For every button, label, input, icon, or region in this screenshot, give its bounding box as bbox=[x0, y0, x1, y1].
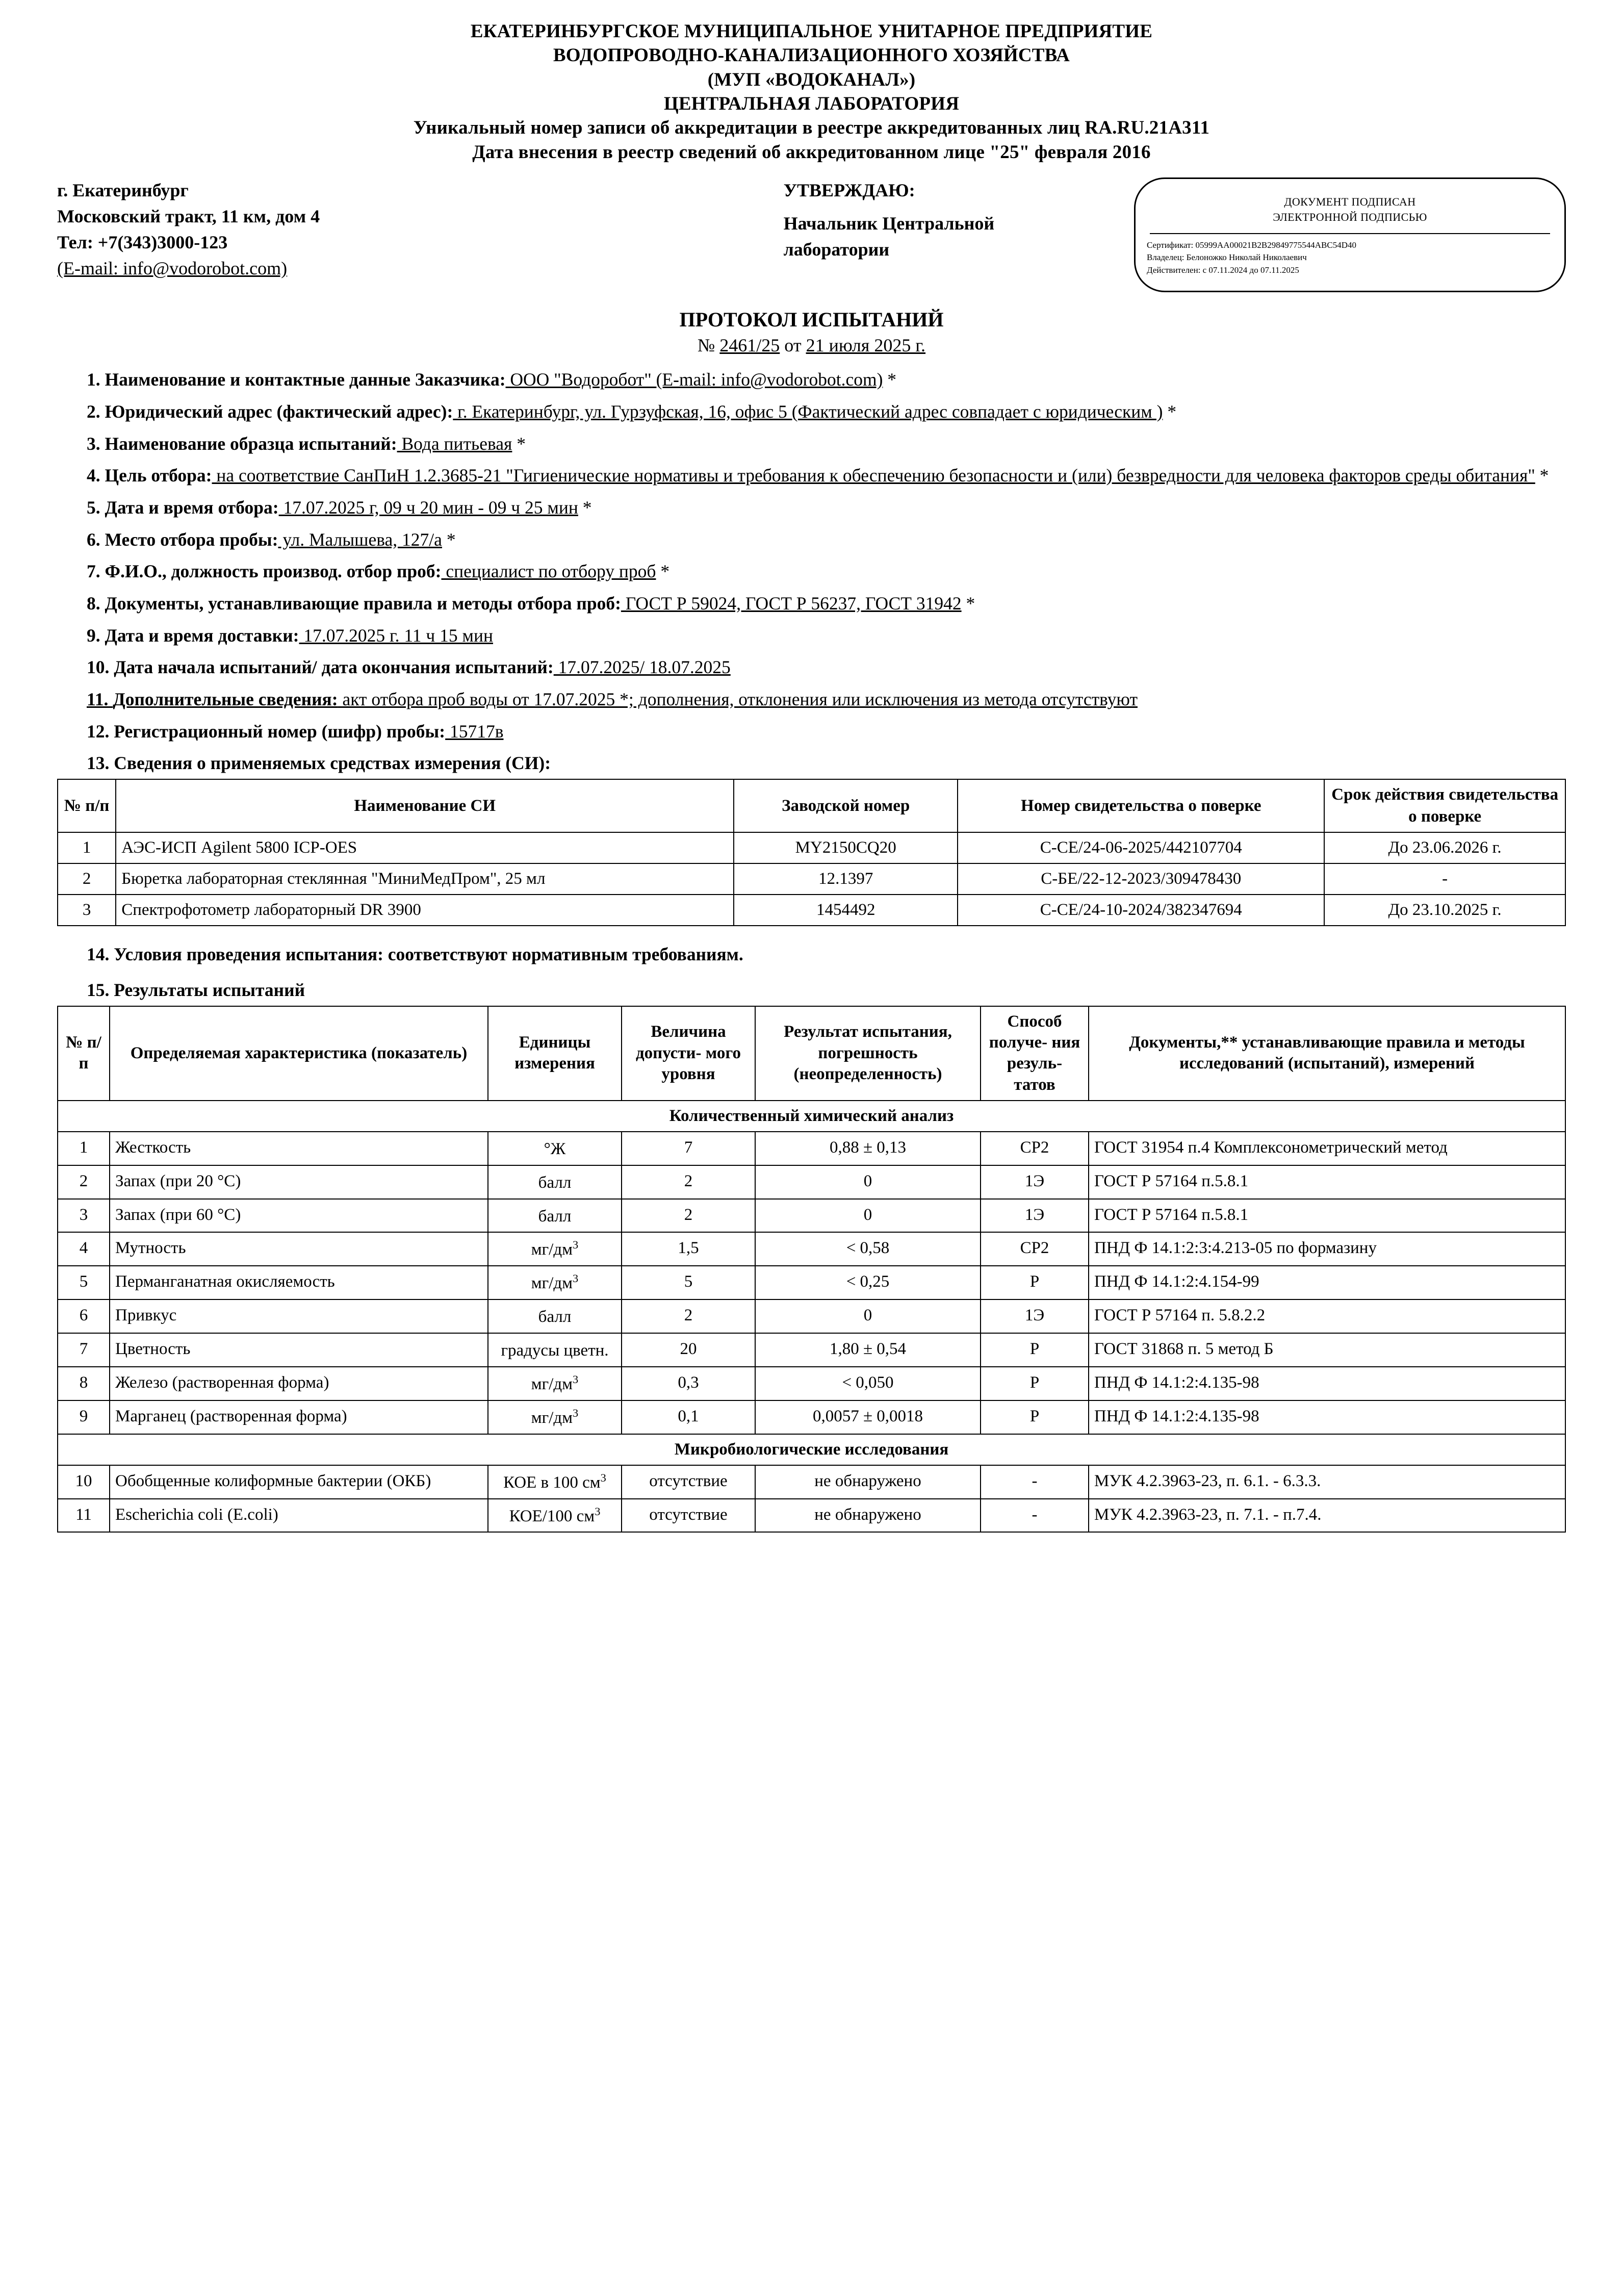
item-5-value: 17.07.2025 г, 09 ч 20 мин - 09 ч 25 мин bbox=[278, 497, 578, 518]
si-header-name: Наименование СИ bbox=[116, 779, 734, 832]
table-row bbox=[58, 895, 1565, 926]
table-row bbox=[58, 1367, 1565, 1400]
row-9-documents: ПНД Ф 14.1:2:4.135-98 bbox=[1089, 1400, 1565, 1434]
item-6-value: ул. Малышева, 127/а bbox=[278, 529, 442, 550]
res-header-code: Способ получе- ния резуль- татов bbox=[981, 1006, 1089, 1101]
row-4-units bbox=[488, 1232, 622, 1266]
row-3-n: 3 bbox=[58, 1199, 110, 1233]
row-7-n: 7 bbox=[58, 1333, 110, 1367]
item-9-number: 9. bbox=[87, 625, 105, 646]
table-row bbox=[58, 1165, 1565, 1199]
item-11-label: Дополнительные сведения: bbox=[113, 689, 338, 710]
table-row bbox=[58, 1499, 1565, 1533]
item-7-number: 7. bbox=[87, 561, 105, 582]
row-5-n: 5 bbox=[58, 1266, 110, 1299]
test-conditions: 14. Условия проведения испытания: соответствуют нормативным требованиям. bbox=[87, 943, 743, 964]
table-row bbox=[58, 1266, 1565, 1299]
table-row bbox=[58, 1132, 1565, 1165]
si-row-1-name: АЭС-ИСП Agilent 5800 ICP-OES bbox=[116, 832, 734, 863]
row-11-units-text: КОЕ/100 см bbox=[509, 1507, 595, 1525]
si-row-3-name: Спектрофотометр лабораторный DR 3900 bbox=[116, 895, 734, 926]
item-12-label: Регистрационный номер (шифр) пробы: bbox=[114, 721, 446, 742]
row-8-characteristic: Железо (растворенная форма) bbox=[110, 1367, 488, 1400]
row-9-n: 9 bbox=[58, 1400, 110, 1434]
si-row-3-valid: До 23.10.2025 г. bbox=[1324, 895, 1565, 926]
item-12 bbox=[57, 719, 1566, 745]
table-row bbox=[58, 1465, 1565, 1499]
page-title: ПРОТОКОЛ ИСПЫТАНИЙ bbox=[679, 308, 944, 331]
si-row-1-n: 1 bbox=[58, 832, 116, 863]
row-6-units-text: балл bbox=[538, 1308, 572, 1326]
si-row-1-serial: MY2150CQ20 bbox=[734, 832, 958, 863]
signature-certificate: Сертификат: 05999АА00021В2В29849775544АВС54D40 bbox=[1147, 240, 1356, 250]
row-8-units bbox=[488, 1367, 622, 1400]
row-6-characteristic: Привкус bbox=[110, 1299, 488, 1333]
row-2-documents: ГОСТ Р 57164 п.5.8.1 bbox=[1089, 1165, 1565, 1199]
row-9-units-text: мг/дм bbox=[531, 1408, 573, 1427]
item-3-number: 3. bbox=[87, 433, 105, 454]
si-row-2-valid: - bbox=[1324, 863, 1565, 895]
row-11-n: 11 bbox=[58, 1499, 110, 1533]
item-2-label: Юридический адрес (фактический адрес): bbox=[105, 401, 453, 422]
item-11-value: акт отбора проб воды от 17.07.2025 *; дополнения, отклонения или исключения из метода отсутствуют bbox=[338, 689, 1138, 710]
item-12-number: 12. bbox=[87, 721, 114, 742]
results-section-title: 15. Результаты испытаний bbox=[87, 979, 305, 1000]
header-line-4: ЦЕНТРАЛЬНАЯ ЛАБОРАТОРИЯ bbox=[663, 93, 960, 115]
item-9-value: 17.07.2025 г. 11 ч 15 мин bbox=[299, 625, 493, 646]
accreditation-number: Уникальный номер записи об аккредитации в реестре аккредитованных лиц RA.RU.21А311 bbox=[413, 117, 1210, 139]
group-2-title: Микробиологические исследования bbox=[58, 1434, 1565, 1465]
document-header bbox=[57, 19, 1566, 164]
top-info-row bbox=[57, 177, 1566, 292]
res-header-limit: Величина допусти- мого уровня bbox=[622, 1006, 755, 1101]
row-5-documents: ПНД Ф 14.1:2:4.154-99 bbox=[1089, 1266, 1565, 1299]
results-table bbox=[57, 1006, 1566, 1533]
item-5-number: 5. bbox=[87, 497, 105, 518]
row-1-limit: 7 bbox=[622, 1132, 755, 1165]
item-10-value: 17.07.2025/ 18.07.2025 bbox=[553, 657, 731, 678]
item-10 bbox=[57, 655, 1566, 680]
item-11-number: 11. bbox=[87, 689, 113, 710]
row-8-code: Р bbox=[981, 1367, 1089, 1400]
item-7-suffix: * bbox=[656, 561, 670, 582]
row-9-units-sup: 3 bbox=[573, 1406, 579, 1419]
row-4-n: 4 bbox=[58, 1232, 110, 1266]
row-7-code: Р bbox=[981, 1333, 1089, 1367]
si-section-title: 13. Сведения о применяемых средствах измерения (СИ): bbox=[87, 753, 551, 774]
item-10-label: Дата начала испытаний/ дата окончания испытаний: bbox=[114, 657, 554, 678]
si-row-2-name: Бюретка лабораторная стеклянная "МиниМедПром", 25 мл bbox=[116, 863, 734, 895]
row-6-documents: ГОСТ Р 57164 п. 5.8.2.2 bbox=[1089, 1299, 1565, 1333]
row-4-units-text: мг/дм bbox=[531, 1240, 573, 1259]
item-6-label: Место отбора пробы: bbox=[105, 529, 278, 550]
row-1-units bbox=[488, 1132, 622, 1165]
table-row bbox=[58, 1232, 1565, 1266]
item-7-label: Ф.И.О., должность производ. отбор проб: bbox=[105, 561, 442, 582]
row-6-result: 0 bbox=[755, 1299, 981, 1333]
row-2-result: 0 bbox=[755, 1165, 981, 1199]
row-11-code: - bbox=[981, 1499, 1089, 1533]
item-1 bbox=[57, 367, 1566, 393]
row-8-result: < 0,050 bbox=[755, 1367, 981, 1400]
si-row-1-valid: До 23.06.2026 г. bbox=[1324, 832, 1565, 863]
item-1-value: ООО "Водоробот" (E-mail: info@vodorobot.com) bbox=[505, 369, 883, 390]
row-3-code: 1Э bbox=[981, 1199, 1089, 1233]
item-6-suffix: * bbox=[442, 529, 456, 550]
row-9-units bbox=[488, 1400, 622, 1434]
item-2-suffix: * bbox=[1163, 401, 1177, 422]
item-3 bbox=[57, 431, 1566, 457]
si-row-3-n: 3 bbox=[58, 895, 116, 926]
si-header-serial: Заводской номер bbox=[734, 779, 958, 832]
si-row-2-cert: С-БЕ/22-12-2023/309478430 bbox=[958, 863, 1324, 895]
row-5-result: < 0,25 bbox=[755, 1266, 981, 1299]
row-10-documents: МУК 4.2.3963-23, п. 6.1. - 6.3.3. bbox=[1089, 1465, 1565, 1499]
row-3-limit: 2 bbox=[622, 1199, 755, 1233]
row-11-documents: МУК 4.2.3963-23, п. 7.1. - п.7.4. bbox=[1089, 1499, 1565, 1533]
header-line-3: (МУП «ВОДОКАНАЛ») bbox=[707, 69, 916, 90]
electronic-signature-stamp bbox=[1134, 177, 1566, 292]
row-10-units bbox=[488, 1465, 622, 1499]
signature-title-line-2: ЭЛЕКТРОННОЙ ПОДПИСЬЮ bbox=[1273, 210, 1427, 223]
si-header-n: № п/п bbox=[58, 779, 116, 832]
row-8-n: 8 bbox=[58, 1367, 110, 1400]
org-email: (E-mail: info@vodorobot.com) bbox=[57, 258, 288, 279]
table-row bbox=[58, 1199, 1565, 1233]
row-5-limit: 5 bbox=[622, 1266, 755, 1299]
si-row-2-n: 2 bbox=[58, 863, 116, 895]
item-4-label: Цель отбора: bbox=[105, 465, 212, 486]
row-3-characteristic: Запах (при 60 °С) bbox=[110, 1199, 488, 1233]
row-8-units-sup: 3 bbox=[573, 1372, 579, 1386]
org-contacts bbox=[57, 177, 784, 282]
row-2-units-text: балл bbox=[538, 1173, 572, 1192]
signature-validity: Действителен: с 07.11.2024 до 07.11.2025 bbox=[1147, 265, 1299, 275]
table-header-row bbox=[58, 779, 1565, 832]
item-7 bbox=[57, 559, 1566, 584]
table-row bbox=[58, 1333, 1565, 1367]
item-8-label: Документы, устанавливающие правила и методы отбора проб: bbox=[105, 593, 621, 614]
item-6-number: 6. bbox=[87, 529, 105, 550]
row-11-characteristic: Escherichia coli (E.coli) bbox=[110, 1499, 488, 1533]
row-4-units-sup: 3 bbox=[573, 1238, 579, 1252]
item-5 bbox=[57, 495, 1566, 521]
row-7-documents: ГОСТ 31868 п. 5 метод Б bbox=[1089, 1333, 1565, 1367]
org-phone: Тел: +7(343)3000-123 bbox=[57, 232, 228, 253]
row-5-characteristic: Перманганатная окисляемость bbox=[110, 1266, 488, 1299]
row-5-units-sup: 3 bbox=[573, 1272, 579, 1285]
row-8-limit: 0,3 bbox=[622, 1367, 755, 1400]
item-9 bbox=[57, 623, 1566, 649]
row-9-code: Р bbox=[981, 1400, 1089, 1434]
item-8-number: 8. bbox=[87, 593, 105, 614]
approve-position-line-2: лаборатории bbox=[783, 239, 890, 260]
row-10-code: - bbox=[981, 1465, 1089, 1499]
approval-block bbox=[784, 177, 1134, 263]
header-line-2: ВОДОПРОВОДНО-КАНАЛИЗАЦИОННОГО ХОЗЯЙСТВА bbox=[553, 45, 1070, 66]
item-2-value: г. Екатеринбург, ул. Гурзуфская, 16, офис 5 (Фактический адрес совпадает с юридическим ) bbox=[453, 401, 1163, 422]
row-7-limit: 20 bbox=[622, 1333, 755, 1367]
res-header-n: № п/п bbox=[58, 1006, 110, 1101]
row-3-units-text: балл bbox=[538, 1207, 572, 1226]
row-7-units-text: градусы цветн. bbox=[501, 1341, 609, 1360]
item-9-label: Дата и время доставки: bbox=[105, 625, 299, 646]
row-1-documents: ГОСТ 31954 п.4 Комплексонометрический метод bbox=[1089, 1132, 1565, 1165]
row-10-n: 10 bbox=[58, 1465, 110, 1499]
row-1-units-text: °Ж bbox=[544, 1139, 566, 1158]
si-row-3-cert: С-СЕ/24-10-2024/382347694 bbox=[958, 895, 1324, 926]
table-header-row bbox=[58, 1006, 1565, 1101]
document-date: 21 июля 2025 г. bbox=[806, 335, 926, 356]
row-8-units-text: мг/дм bbox=[531, 1374, 573, 1393]
table-row bbox=[58, 1299, 1565, 1333]
row-11-limit: отсутствие bbox=[622, 1499, 755, 1533]
item-12-value: 15717в bbox=[445, 721, 504, 742]
row-1-characteristic: Жесткость bbox=[110, 1132, 488, 1165]
table-row bbox=[58, 863, 1565, 895]
org-city: г. Екатеринбург bbox=[57, 180, 189, 201]
si-row-1-cert: С-СЕ/24-06-2025/442107704 bbox=[958, 832, 1324, 863]
approve-label: УТВЕРЖДАЮ: bbox=[783, 180, 915, 201]
row-9-characteristic: Марганец (растворенная форма) bbox=[110, 1400, 488, 1434]
group-header-row bbox=[58, 1434, 1565, 1465]
item-10-number: 10. bbox=[87, 657, 114, 678]
document-number: 2461/25 bbox=[719, 335, 780, 356]
item-1-suffix: * bbox=[883, 369, 897, 390]
item-8-value: ГОСТ Р 59024, ГОСТ Р 56237, ГОСТ 31942 bbox=[621, 593, 962, 614]
row-3-units bbox=[488, 1199, 622, 1233]
si-header-cert: Номер свидетельства о поверке bbox=[958, 779, 1324, 832]
row-2-characteristic: Запах (при 20 °С) bbox=[110, 1165, 488, 1199]
document-number-line bbox=[57, 335, 1566, 356]
row-4-characteristic: Мутность bbox=[110, 1232, 488, 1266]
item-3-suffix: * bbox=[512, 433, 526, 454]
row-11-result: не обнаружено bbox=[755, 1499, 981, 1533]
row-3-documents: ГОСТ Р 57164 п.5.8.1 bbox=[1089, 1199, 1565, 1233]
row-2-limit: 2 bbox=[622, 1165, 755, 1199]
item-6 bbox=[57, 527, 1566, 553]
si-row-3-serial: 1454492 bbox=[734, 895, 958, 926]
row-10-result: не обнаружено bbox=[755, 1465, 981, 1499]
row-4-documents: ПНД Ф 14.1:2:3:4.213-05 по формазину bbox=[1089, 1232, 1565, 1266]
row-11-units-sup: 3 bbox=[595, 1504, 601, 1518]
row-6-limit: 2 bbox=[622, 1299, 755, 1333]
row-10-units-text: КОЕ в 100 см bbox=[503, 1473, 601, 1492]
row-7-units bbox=[488, 1333, 622, 1367]
protocol-items bbox=[57, 367, 1566, 744]
table-row bbox=[58, 1400, 1565, 1434]
signature-title-line-1: ДОКУМЕНТ ПОДПИСАН bbox=[1284, 195, 1416, 209]
item-5-suffix: * bbox=[578, 497, 592, 518]
number-prefix: № bbox=[697, 335, 720, 356]
row-9-limit: 0,1 bbox=[622, 1400, 755, 1434]
table-row bbox=[58, 832, 1565, 863]
row-11-units bbox=[488, 1499, 622, 1533]
item-4-number: 4. bbox=[87, 465, 105, 486]
approve-position-line-1: Начальник Центральной bbox=[783, 213, 995, 234]
group-1-title: Количественный химический анализ bbox=[58, 1101, 1565, 1132]
row-6-code: 1Э bbox=[981, 1299, 1089, 1333]
item-3-label: Наименование образца испытаний: bbox=[105, 433, 397, 454]
row-10-characteristic: Обобщенные колиформные бактерии (ОКБ) bbox=[110, 1465, 488, 1499]
item-4-value: на соответствие СанПиН 1.2.3685-21 "Гигиенические нормативы и требования к обеспечению безопасности и (или) безвредности для человека факторов среды обитания" bbox=[212, 465, 1535, 486]
row-9-result: 0,0057 ± 0,0018 bbox=[755, 1400, 981, 1434]
row-3-result: 0 bbox=[755, 1199, 981, 1233]
si-header-valid: Срок действия свидетельства о поверке bbox=[1324, 779, 1565, 832]
signature-divider bbox=[1150, 233, 1550, 234]
si-row-2-serial: 12.1397 bbox=[734, 863, 958, 895]
row-10-limit: отсутствие bbox=[622, 1465, 755, 1499]
measuring-instruments-table bbox=[57, 779, 1566, 926]
item-8 bbox=[57, 591, 1566, 617]
res-header-units: Единицы измерения bbox=[488, 1006, 622, 1101]
item-5-label: Дата и время отбора: bbox=[105, 497, 279, 518]
row-6-units bbox=[488, 1299, 622, 1333]
row-8-documents: ПНД Ф 14.1:2:4.135-98 bbox=[1089, 1367, 1565, 1400]
row-7-result: 1,80 ± 0,54 bbox=[755, 1333, 981, 1367]
row-1-n: 1 bbox=[58, 1132, 110, 1165]
item-11 bbox=[57, 687, 1566, 712]
row-4-result: < 0,58 bbox=[755, 1232, 981, 1266]
row-2-n: 2 bbox=[58, 1165, 110, 1199]
header-line-1: ЕКАТЕРИНБУРГСКОЕ МУНИЦИПАЛЬНОЕ УНИТАРНОЕ ПРЕДПРИЯТИЕ bbox=[470, 21, 1153, 42]
row-10-units-sup: 3 bbox=[600, 1471, 606, 1484]
row-1-code: СР2 bbox=[981, 1132, 1089, 1165]
item-4 bbox=[57, 463, 1566, 489]
accreditation-date: Дата внесения в реестр сведений об аккредитованном лице "25" февраля 2016 bbox=[472, 141, 1151, 163]
item-2-number: 2. bbox=[87, 401, 105, 422]
item-2 bbox=[57, 399, 1566, 425]
res-header-result: Результат испытания, погрешность (неопределенность) bbox=[755, 1006, 981, 1101]
item-8-suffix: * bbox=[961, 593, 975, 614]
row-1-result: 0,88 ± 0,13 bbox=[755, 1132, 981, 1165]
date-prefix: от bbox=[780, 335, 806, 356]
row-5-code: Р bbox=[981, 1266, 1089, 1299]
group-header-row bbox=[58, 1101, 1565, 1132]
row-2-code: 1Э bbox=[981, 1165, 1089, 1199]
row-7-characteristic: Цветность bbox=[110, 1333, 488, 1367]
row-5-units bbox=[488, 1266, 622, 1299]
item-7-value: специалист по отбору проб bbox=[441, 561, 656, 582]
org-address: Московский тракт, 11 км, дом 4 bbox=[57, 206, 320, 227]
row-6-n: 6 bbox=[58, 1299, 110, 1333]
res-header-documents: Документы,** устанавливающие правила и методы исследований (испытаний), измерений bbox=[1089, 1006, 1565, 1101]
signature-owner: Владелец: Белоножко Николай Николаевич bbox=[1147, 252, 1307, 263]
item-4-suffix: * bbox=[1535, 465, 1549, 486]
row-5-units-text: мг/дм bbox=[531, 1274, 573, 1293]
row-2-units bbox=[488, 1165, 622, 1199]
res-header-characteristic: Определяемая характеристика (показатель) bbox=[110, 1006, 488, 1101]
signature-title bbox=[1147, 194, 1553, 224]
item-3-value: Вода питьевая bbox=[397, 433, 512, 454]
item-1-number: 1. bbox=[87, 369, 105, 390]
signature-details bbox=[1147, 239, 1553, 277]
item-1-label: Наименование и контактные данные Заказчика: bbox=[105, 369, 506, 390]
row-4-limit: 1,5 bbox=[622, 1232, 755, 1266]
row-4-code: СР2 bbox=[981, 1232, 1089, 1266]
